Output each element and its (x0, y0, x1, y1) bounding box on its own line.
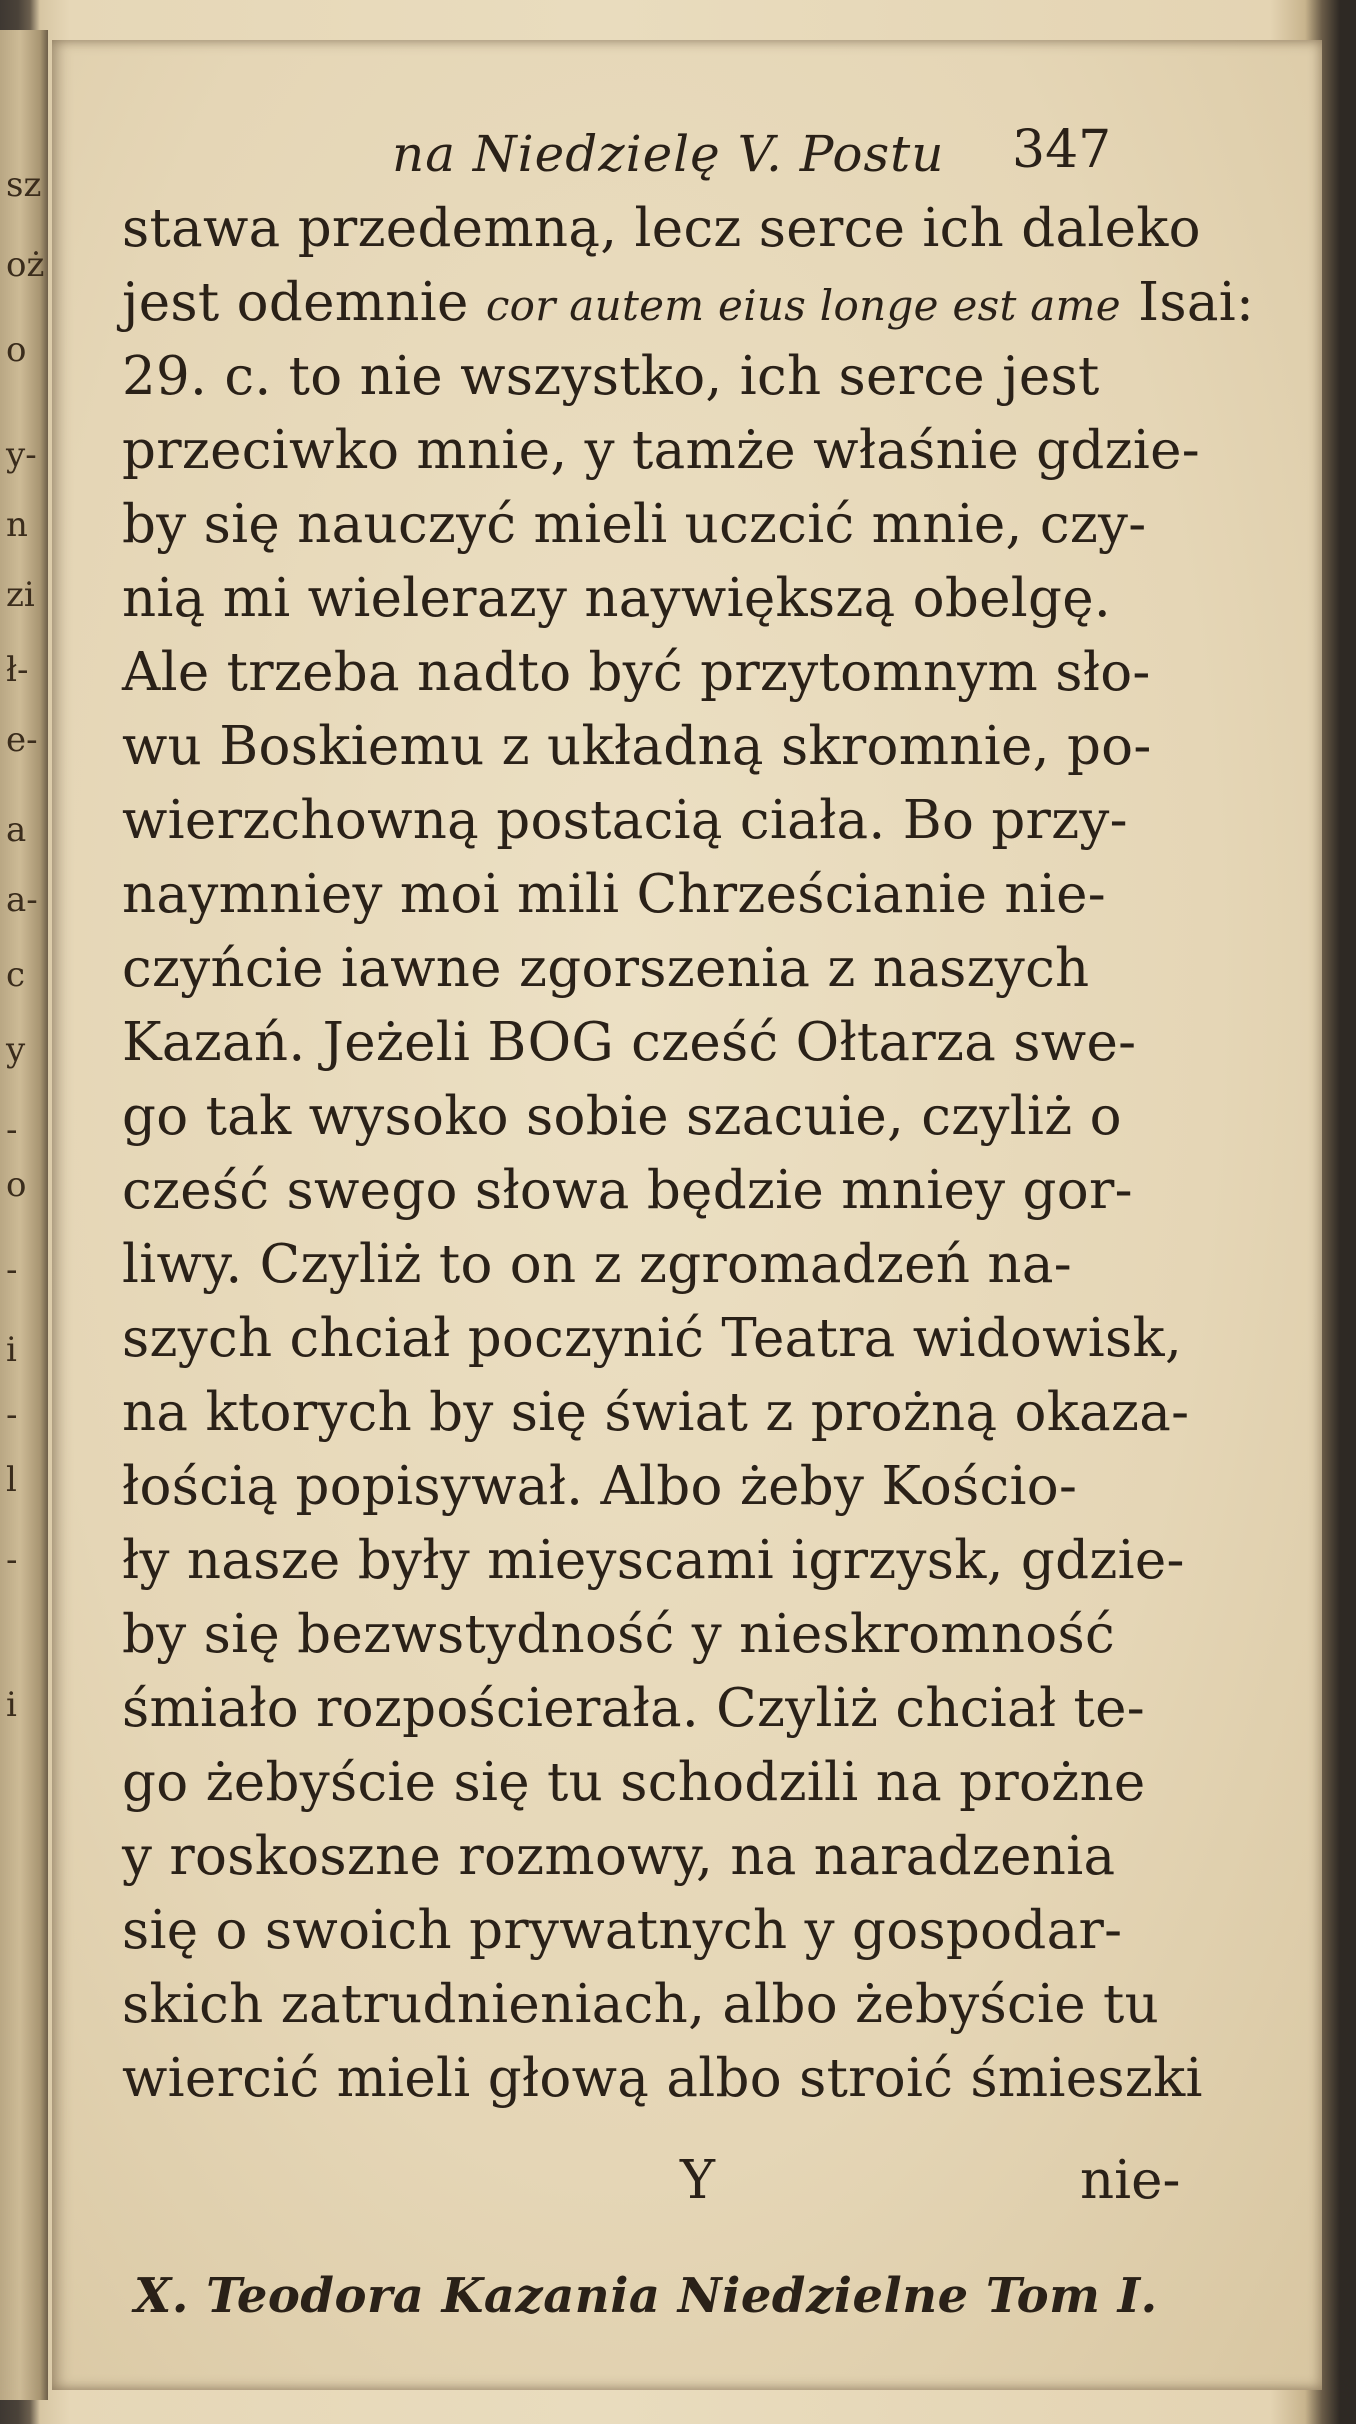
margin-fragment: y- (6, 435, 37, 475)
margin-fragment: o (6, 1165, 27, 1205)
text-line: przeciwko mnie, y tamże właśnie gdzie- (122, 420, 1200, 481)
text-line: śmiało rozpościerała. Czyliż chciał te- (122, 1678, 1145, 1739)
text-line: ły nasze były mieyscami igrzysk, gdzie- (122, 1530, 1185, 1591)
margin-fragment: sz (6, 165, 42, 205)
footer-title: X. Teodora Kazania Niedzielne Tom I. (134, 2268, 1158, 2324)
margin-fragment: a- (6, 880, 38, 920)
latin-quote: cor autem eius longe est ame (485, 281, 1121, 330)
text-line: go tak wysoko sobie szacuie, czyliż o (122, 1086, 1122, 1147)
margin-fragment: - (6, 1110, 18, 1150)
text-line: się o swoich prywatnych y gospodar- (122, 1900, 1123, 1961)
text-line: Ale trzeba nadto być przytomnym sło- (122, 642, 1151, 703)
text-line: by się nauczyć mieli uczcić mnie, czy- (122, 494, 1147, 555)
text-line: szych chciał poczynić Teatra widowisk, (122, 1308, 1183, 1369)
margin-fragment: c (6, 955, 26, 995)
text-line: y roskoszne rozmowy, na naradzenia (122, 1826, 1116, 1887)
book-page (52, 40, 1322, 2390)
margin-fragment: i (6, 1685, 17, 1725)
text-line-start: jest odemnie (122, 272, 469, 333)
margin-fragment: o (6, 330, 27, 370)
text-line: Kazań. Jeżeli BOG cześć Ołtarza swe- (122, 1012, 1137, 1073)
text-line: na ktorych by się świat z prożną okaza- (122, 1382, 1190, 1443)
margin-fragment: ł- (6, 650, 29, 690)
text-line: wu Boskiemu z układną skromnie, po- (122, 716, 1152, 777)
page-number: 347 (1012, 120, 1112, 180)
text-line: cześć swego słowa będzie mniey gor- (122, 1160, 1133, 1221)
margin-fragment: a (6, 810, 27, 850)
running-head: na Niedzielę V. Postu (392, 125, 945, 183)
margin-fragment: oż (6, 245, 45, 285)
text-line: naymniey moi mili Chrześcianie nie- (122, 864, 1106, 925)
text-line (122, 272, 1255, 333)
margin-fragment: - (6, 1250, 18, 1290)
margin-fragment: l (6, 1460, 17, 1500)
previous-page-edge (0, 30, 48, 2400)
text-line: go żebyście się tu schodzili na prożne (122, 1752, 1146, 1813)
text-line: wiercić mieli głową albo stroić śmieszki (122, 2048, 1203, 2109)
margin-fragment: - (6, 1395, 18, 1435)
margin-fragment: n (6, 505, 28, 545)
latin-reference: Isai: (1138, 272, 1255, 333)
catchword: nie- (1080, 2150, 1181, 2211)
text-line: skich zatrudnieniach, albo żebyście tu (122, 1974, 1160, 2035)
text-line: stawa przedemną, lecz serce ich daleko (122, 198, 1201, 259)
text-line: łością popisywał. Albo żeby Kościo- (122, 1456, 1078, 1517)
signature-mark: Y (680, 2150, 715, 2211)
margin-fragment: zi (6, 575, 35, 615)
margin-fragment: e- (6, 720, 38, 760)
margin-fragment: i (6, 1330, 17, 1370)
text-line: nią mi wielerazy naywiększą obelgę. (122, 568, 1112, 629)
text-line: liwy. Czyliż to on z zgromadzeń na- (122, 1234, 1072, 1295)
margin-fragment: - (6, 1540, 18, 1580)
text-line: 29. c. to nie wszystko, ich serce jest (122, 346, 1100, 407)
text-line: by się bezwstydność y nieskromność (122, 1604, 1115, 1665)
margin-fragment: y (6, 1030, 26, 1070)
text-line: wierzchowną postacią ciała. Bo przy- (122, 790, 1128, 851)
text-line: czyńcie iawne zgorszenia z naszych (122, 938, 1090, 999)
